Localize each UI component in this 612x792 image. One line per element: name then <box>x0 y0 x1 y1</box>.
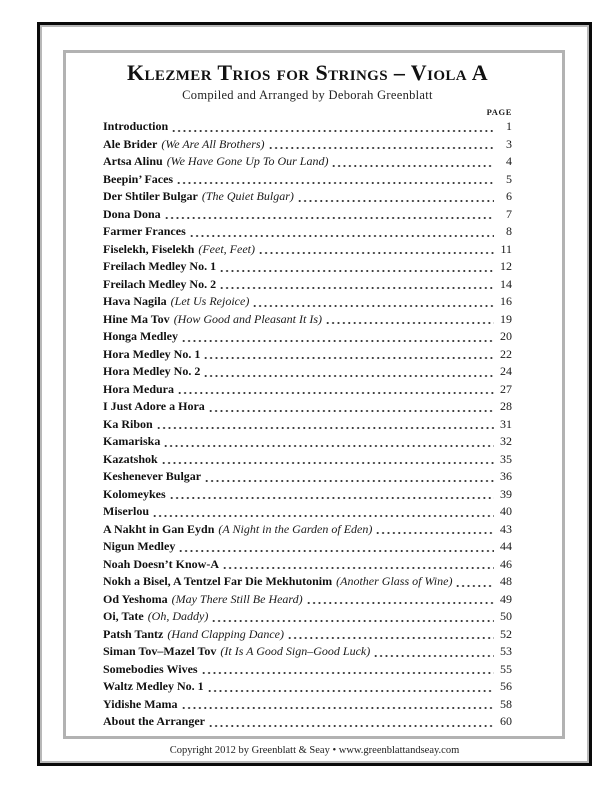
page-column-label: PAGE <box>486 107 512 117</box>
dot-leader <box>252 293 494 311</box>
toc-entry-page: 19 <box>500 311 512 326</box>
dot-leader <box>201 661 494 679</box>
toc-row <box>103 328 512 346</box>
inner-border-frame <box>63 50 565 739</box>
toc-entry-page: 60 <box>500 714 512 728</box>
toc-entry-page: 40 <box>500 504 512 518</box>
toc-entry-title: Siman Tov–Mazel Tov <box>103 644 217 658</box>
toc-entry-name <box>103 678 204 696</box>
toc-row <box>103 188 512 206</box>
toc-entry-title: Od Yeshoma <box>103 591 168 606</box>
toc-entry-page: 16 <box>500 294 512 308</box>
dot-leader <box>178 538 494 556</box>
dot-leader <box>219 258 494 276</box>
toc-entry-page: 44 <box>500 539 512 553</box>
toc-entry-page: 12 <box>500 259 512 273</box>
toc-entry-name <box>103 171 173 189</box>
toc-row <box>103 678 512 696</box>
toc-row <box>103 538 512 556</box>
toc-entry-name <box>103 206 161 224</box>
toc-entry-subtitle: (A Night in the Garden of Eden) <box>218 521 373 536</box>
toc-entry-title: Farmer Frances <box>103 224 186 238</box>
dot-leader <box>203 346 494 364</box>
toc-entry-name <box>103 346 200 364</box>
toc-entry-name <box>103 468 201 486</box>
toc-entry-title: Freilach Medley No. 2 <box>103 276 217 291</box>
dot-leader <box>211 608 494 626</box>
dot-leader <box>189 223 494 241</box>
toc-entry-page: 39 <box>500 486 512 501</box>
toc-row <box>103 223 512 241</box>
toc-row <box>103 258 512 276</box>
toc-row <box>103 503 512 521</box>
toc-entry-name <box>103 696 178 714</box>
toc-entry-page: 14 <box>500 276 512 291</box>
toc-entry-title: Miserlou <box>103 504 149 518</box>
toc-row <box>103 241 512 259</box>
toc-entry-name <box>103 276 216 294</box>
toc-entry-title: Der Shtiler Bulgar <box>103 189 198 203</box>
toc-entry-title: Waltz Medley No. 1 <box>103 679 204 693</box>
toc-entry-page: 7 <box>506 206 512 221</box>
dot-leader <box>181 328 494 346</box>
toc-entry-name <box>103 591 303 609</box>
toc-row <box>103 661 512 679</box>
toc-entry-name <box>103 136 265 154</box>
toc-entry-title: Fiselekh, Fiselekh <box>103 241 195 256</box>
toc-entry-name <box>103 416 153 434</box>
toc-entry-title: Oi, Tate <box>103 609 144 623</box>
toc-row <box>103 451 512 469</box>
toc-entry-name <box>103 188 294 206</box>
toc-entry-page: 4 <box>506 154 512 168</box>
toc-row <box>103 696 512 714</box>
toc-entry-subtitle: (Let Us Rejoice) <box>170 294 250 308</box>
toc-entry-title: I Just Adore a Hora <box>103 399 205 413</box>
toc-row <box>103 713 512 731</box>
toc-row <box>103 381 512 399</box>
dot-leader <box>325 311 494 329</box>
toc-entry-page: 22 <box>500 346 512 361</box>
toc-row <box>103 556 512 574</box>
toc-entry-name <box>103 311 322 329</box>
dot-leader <box>219 276 494 294</box>
toc-row <box>103 206 512 224</box>
toc-entry-name <box>103 556 219 574</box>
toc-entry-page: 53 <box>500 644 512 658</box>
toc-entry-name <box>103 486 166 504</box>
toc-entry-page: 52 <box>500 626 512 641</box>
dot-leader <box>164 206 494 224</box>
dot-leader <box>375 521 494 539</box>
toc-entry-title: Nigun Medley <box>103 539 176 553</box>
dot-leader <box>171 118 494 136</box>
toc-entry-title: Hora Medley No. 1 <box>103 346 201 361</box>
dot-leader <box>297 188 494 206</box>
toc-entry-name <box>103 521 372 539</box>
toc-row <box>103 118 512 136</box>
toc-entry-name <box>103 118 168 136</box>
dot-leader <box>455 573 494 591</box>
toc-entry-title: Yidishe Mama <box>103 696 178 711</box>
toc-entry-title: Hava Nagila <box>103 294 167 308</box>
dot-leader <box>268 136 494 154</box>
toc-entry-title: Nokh a Bisel, A Tentzel Far Die Mekhutonim <box>103 574 333 588</box>
dot-leader <box>204 468 494 486</box>
dot-leader <box>161 451 494 469</box>
dot-leader <box>203 363 494 381</box>
toc-entry-title: Patsh Tantz <box>103 626 164 641</box>
toc-entry-page: 24 <box>500 364 512 378</box>
toc-entry-page: 20 <box>500 329 512 343</box>
toc-row <box>103 486 512 504</box>
toc-entry-page: 55 <box>500 661 512 676</box>
toc-entry-page: 50 <box>500 609 512 623</box>
toc-row <box>103 136 512 154</box>
dot-leader <box>207 678 494 696</box>
dot-leader <box>169 486 494 504</box>
toc-entry-name <box>103 626 284 644</box>
toc-entry-page: 5 <box>506 171 512 186</box>
toc-row <box>103 416 512 434</box>
toc-row <box>103 521 512 539</box>
toc-entry-name <box>103 433 160 451</box>
toc-row <box>103 468 512 486</box>
toc-entry-page: 48 <box>500 574 512 588</box>
toc-row <box>103 311 512 329</box>
book-subtitle: Compiled and Arranged by Deborah Greenblatt <box>182 88 433 102</box>
toc-entry-name <box>103 328 178 346</box>
footer-copyright: Copyright 2012 by Greenblatt & Seay • www.greenblattandseay.com <box>169 745 460 756</box>
toc-entry-page: 8 <box>506 224 512 238</box>
book-title: Klezmer Trios for Strings – Viola A <box>127 60 488 85</box>
dot-leader <box>177 381 494 399</box>
toc-row <box>103 626 512 644</box>
toc-row <box>103 153 512 171</box>
toc-entry-title: Somebodies Wives <box>103 661 198 676</box>
toc-row <box>103 608 512 626</box>
toc-entry-name <box>103 293 249 311</box>
toc-entry-title: Artsa Alinu <box>103 154 163 168</box>
toc-entry-title: Dona Dona <box>103 206 161 221</box>
toc-entry-subtitle: (Feet, Feet) <box>198 241 255 256</box>
toc-entry-name <box>103 398 205 416</box>
toc-entry-title: Freilach Medley No. 1 <box>103 259 217 273</box>
toc-entry-title: About the Arranger <box>103 714 205 728</box>
toc-row <box>103 398 512 416</box>
toc-entry-page: 56 <box>500 679 512 693</box>
toc-entry-subtitle: (We Are All Brothers) <box>161 136 265 151</box>
toc-entry-page: 58 <box>500 696 512 711</box>
toc-row <box>103 346 512 364</box>
toc-entry-title: Hine Ma Tov <box>103 311 170 326</box>
outer-border-frame <box>37 22 592 766</box>
toc-entry-page: 43 <box>500 521 512 536</box>
toc-entry-name <box>103 363 200 381</box>
toc-entry-page: 11 <box>500 241 512 256</box>
toc-entry-title: Hora Medura <box>103 381 174 396</box>
toc-entry-page: 31 <box>500 416 512 431</box>
toc-entry-name <box>103 381 174 399</box>
toc-entry-subtitle: (We Have Gone Up To Our Land) <box>166 154 329 168</box>
toc-entry-page: 3 <box>506 136 512 151</box>
toc-entry-subtitle: (The Quiet Bulgar) <box>201 189 294 203</box>
toc-entry-page: 6 <box>506 189 512 203</box>
toc-entry-name <box>103 643 370 661</box>
toc-row <box>103 293 512 311</box>
toc-entry-subtitle: (Oh, Daddy) <box>147 609 209 623</box>
toc-entry-title: Kazatshok <box>103 451 158 466</box>
dot-leader <box>331 153 494 171</box>
dot-leader <box>176 171 494 189</box>
toc-entry-name <box>103 258 216 276</box>
toc-entry-name <box>103 713 205 731</box>
dot-leader <box>152 503 494 521</box>
toc-entry-title: A Nakht in Gan Eydn <box>103 521 215 536</box>
toc-entry-name <box>103 153 328 171</box>
toc-entry-name <box>103 608 208 626</box>
toc-row <box>103 643 512 661</box>
toc-entry-page: 27 <box>500 381 512 396</box>
dot-leader <box>163 433 494 451</box>
toc-entry-subtitle: (How Good and Pleasant It Is) <box>173 311 323 326</box>
toc-entry-page: 35 <box>500 451 512 466</box>
dot-leader <box>258 241 494 259</box>
dot-leader <box>156 416 494 434</box>
toc-entry-page: 28 <box>500 399 512 413</box>
dot-leader <box>373 643 494 661</box>
toc-entry-title: Ale Brider <box>103 136 158 151</box>
toc-row <box>103 591 512 609</box>
toc-row <box>103 171 512 189</box>
toc-entry-page: 36 <box>500 469 512 483</box>
toc-entry-name <box>103 451 158 469</box>
toc-entry-subtitle: (It Is A Good Sign–Good Luck) <box>220 644 371 658</box>
toc-row <box>103 276 512 294</box>
toc-entry-title: Hora Medley No. 2 <box>103 364 201 378</box>
toc-entry-name <box>103 661 198 679</box>
toc-entry-title: Ka Ribon <box>103 416 153 431</box>
dot-leader <box>208 713 494 731</box>
toc-entry-title: Honga Medley <box>103 329 178 343</box>
toc-entry-name <box>103 223 186 241</box>
toc-entry-name <box>103 538 175 556</box>
toc-list <box>103 118 512 731</box>
dot-leader <box>306 591 494 609</box>
toc-entry-title: Kamariska <box>103 434 161 448</box>
toc-entry-title: Kolomeykes <box>103 486 166 501</box>
toc-entry-page: 32 <box>500 434 512 448</box>
dot-leader <box>208 398 494 416</box>
toc-entry-name <box>103 503 149 521</box>
toc-entry-subtitle: (May There Still Be Heard) <box>171 591 303 606</box>
toc-entry-subtitle: (Another Glass of Wine) <box>336 574 453 588</box>
toc-entry-page: 49 <box>500 591 512 606</box>
toc-entry-page: 46 <box>500 556 512 571</box>
dot-leader <box>181 696 494 714</box>
toc-entry-title: Introduction <box>103 119 169 133</box>
toc-entry-title: Beepin’ Faces <box>103 171 174 186</box>
toc-entry-name <box>103 573 452 591</box>
toc-entry-subtitle: (Hand Clapping Dance) <box>167 626 285 641</box>
toc-entry-title: Keshenever Bulgar <box>103 469 202 483</box>
toc-row <box>103 573 512 591</box>
toc-entry-page: 1 <box>506 119 512 133</box>
toc-entry-title: Noah Doesn’t Know-A <box>103 556 220 571</box>
toc-row <box>103 433 512 451</box>
toc-entry-name <box>103 241 255 259</box>
toc-row <box>103 363 512 381</box>
dot-leader <box>222 556 494 574</box>
dot-leader <box>287 626 494 644</box>
